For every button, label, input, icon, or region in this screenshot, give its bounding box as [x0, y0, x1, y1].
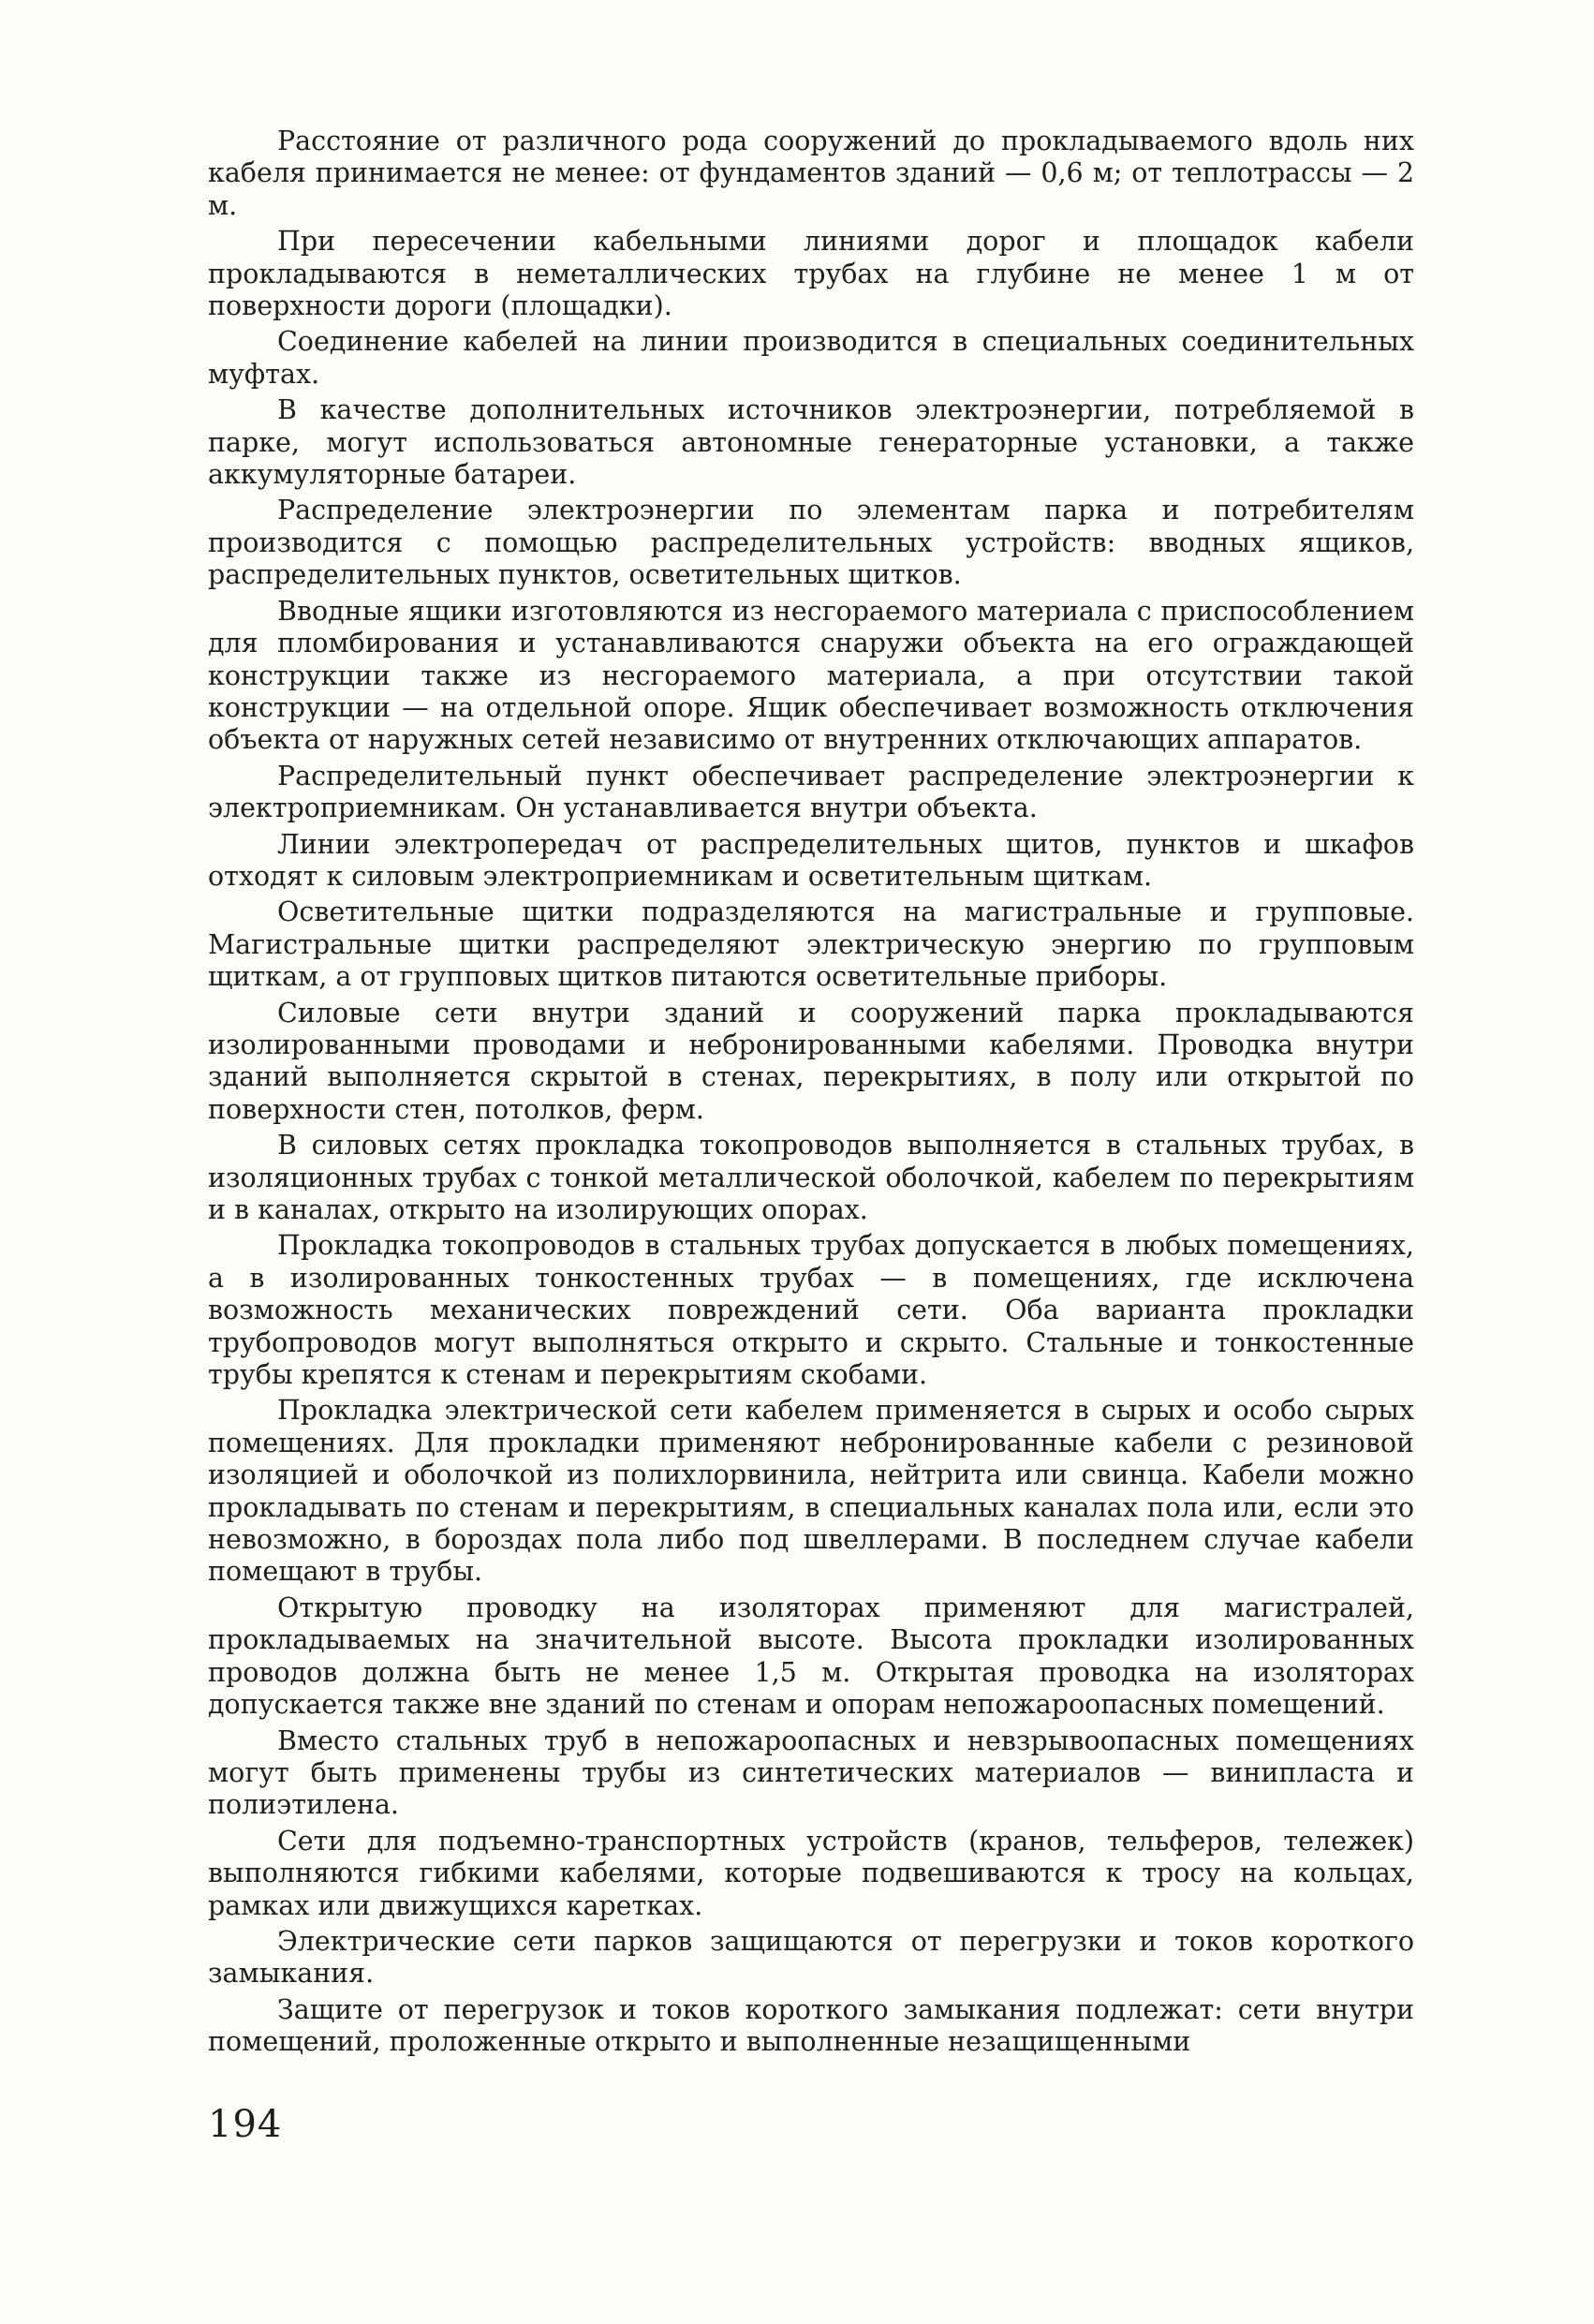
paragraph-cable-distance: Расстояние от различного рода сооружений до прокладываемого вдоль них кабеля принимается не менее: от фундаментов зданий — 0,6 м; от теплотрассы — 2 м.	[208, 126, 1414, 221]
paragraph-lighting-boards: Осветительные щитки подразделяются на магистральные и групповые. Магистральные щитки распределяют электрическую энергию по групповым щиткам, а от групповых щитков питаются осветительные приборы.	[208, 896, 1414, 993]
paragraph-protection-scope: Защите от перегрузок и токов короткого замыкания подлежат: сети внутри помещений, проложенные открыто и выполненные незащищенными	[208, 1993, 1414, 2058]
paragraph-road-crossing: При пересечении кабельными линиями дорог и площадок кабели прокладываются в неметаллических трубах на глубине не менее 1 м от поверхности дороги (площадки).	[208, 226, 1414, 322]
paragraph-conductor-laying: В силовых сетях прокладка токопроводов выполняется в стальных трубах, в изоляционных трубах с тонкой металлической оболочкой, кабелем по перекрытиям и в каналах, открыто на изолирующих опорах.	[208, 1130, 1414, 1225]
paragraph-distribution: Распределение электроэнергии по элементам парка и потребителям производится с помощью распределительных устройств: вводных ящиков, распределительных пунктов, осветительных щитков.	[208, 495, 1414, 591]
paragraph-cable-joints: Соединение кабелей на линии производится в специальных соединительных муфтах.	[208, 326, 1414, 390]
page-number: 194	[208, 2103, 283, 2146]
paragraph-damp-rooms: Прокладка электрической сети кабелем применяется в сырых и особо сырых помещениях. Для прокладки применяют небронированные кабели с резиновой изоляцией и оболочкой из полихлорвинила, нейтрита или свинца. Кабели можно прокладывать по стенам и перекрытиям, в специальных каналах пола или, если это невозможно, в бороздах пола либо под швеллерами. В последнем случае кабели помещают в трубы.	[208, 1395, 1414, 1588]
body-text	[208, 126, 1414, 2063]
paragraph-input-boxes: Вводные ящики изготовляются из несгораемого материала с приспособлением для пломбирования и устанавливаются снаружи объекта на его ограждающей конструкции также из несгораемого материала, а при отсутствии такой конструкции — на отдельной опоре. Ящик обеспечивает возможность отключения объекта от наружных сетей независимо от внутренних отключающих аппаратов.	[208, 595, 1414, 756]
paragraph-protection: Электрические сети парков защищаются от перегрузки и токов короткого замыкания.	[208, 1925, 1414, 1990]
paragraph-synthetic-pipes: Вместо стальных труб в непожароопасных и невзрывоопасных помещениях могут быть применены трубы из синтетических материалов — винипласта и полиэтилена.	[208, 1724, 1414, 1821]
paragraph-lifting-devices: Сети для подъемно-транспортных устройств (кранов, тельферов, тележек) выполняются гибкими кабелями, которые подвешиваются к тросу на кольцах, рамках или движущихся каретках.	[208, 1825, 1414, 1921]
paragraph-additional-sources: В качестве дополнительных источников электроэнергии, потребляемой в парке, могут использоваться автономные генераторные установки, а также аккумуляторные батареи.	[208, 394, 1414, 491]
paragraph-power-lines: Линии электропередач от распределительных щитов, пунктов и шкафов отходят к силовым электроприемникам и осветительным щиткам.	[208, 828, 1414, 892]
paragraph-distribution-point: Распределительный пункт обеспечивает распределение электроэнергии к электроприемникам. Он устанавливается внутри объекта.	[208, 760, 1414, 824]
paragraph-steel-pipes: Прокладка токопроводов в стальных трубах допускается в любых помещениях, а в изолированных тонкостенных трубах — в помещениях, где исключена возможность механических повреждений сети. Оба варианта прокладки трубопроводов могут выполняться открыто и скрыто. Стальные и тонкостенные трубы крепятся к стенам и перекрытиям скобами.	[208, 1230, 1414, 1391]
paragraph-open-wiring: Открытую проводку на изоляторах применяют для магистралей, прокладываемых на значительной высоте. Высота прокладки изолированных проводов должна быть не менее 1,5 м. Открытая проводка на изоляторах допускается также вне зданий по стенам и опорам непожароопасных помещений.	[208, 1591, 1414, 1721]
paragraph-power-networks: Силовые сети внутри зданий и сооружений парка прокладываются изолированными проводами и небронированными кабелями. Проводка внутри зданий выполняется скрытой в стенах, перекрытиях, в полу или открытой по поверхности стен, потолков, ферм.	[208, 997, 1414, 1125]
